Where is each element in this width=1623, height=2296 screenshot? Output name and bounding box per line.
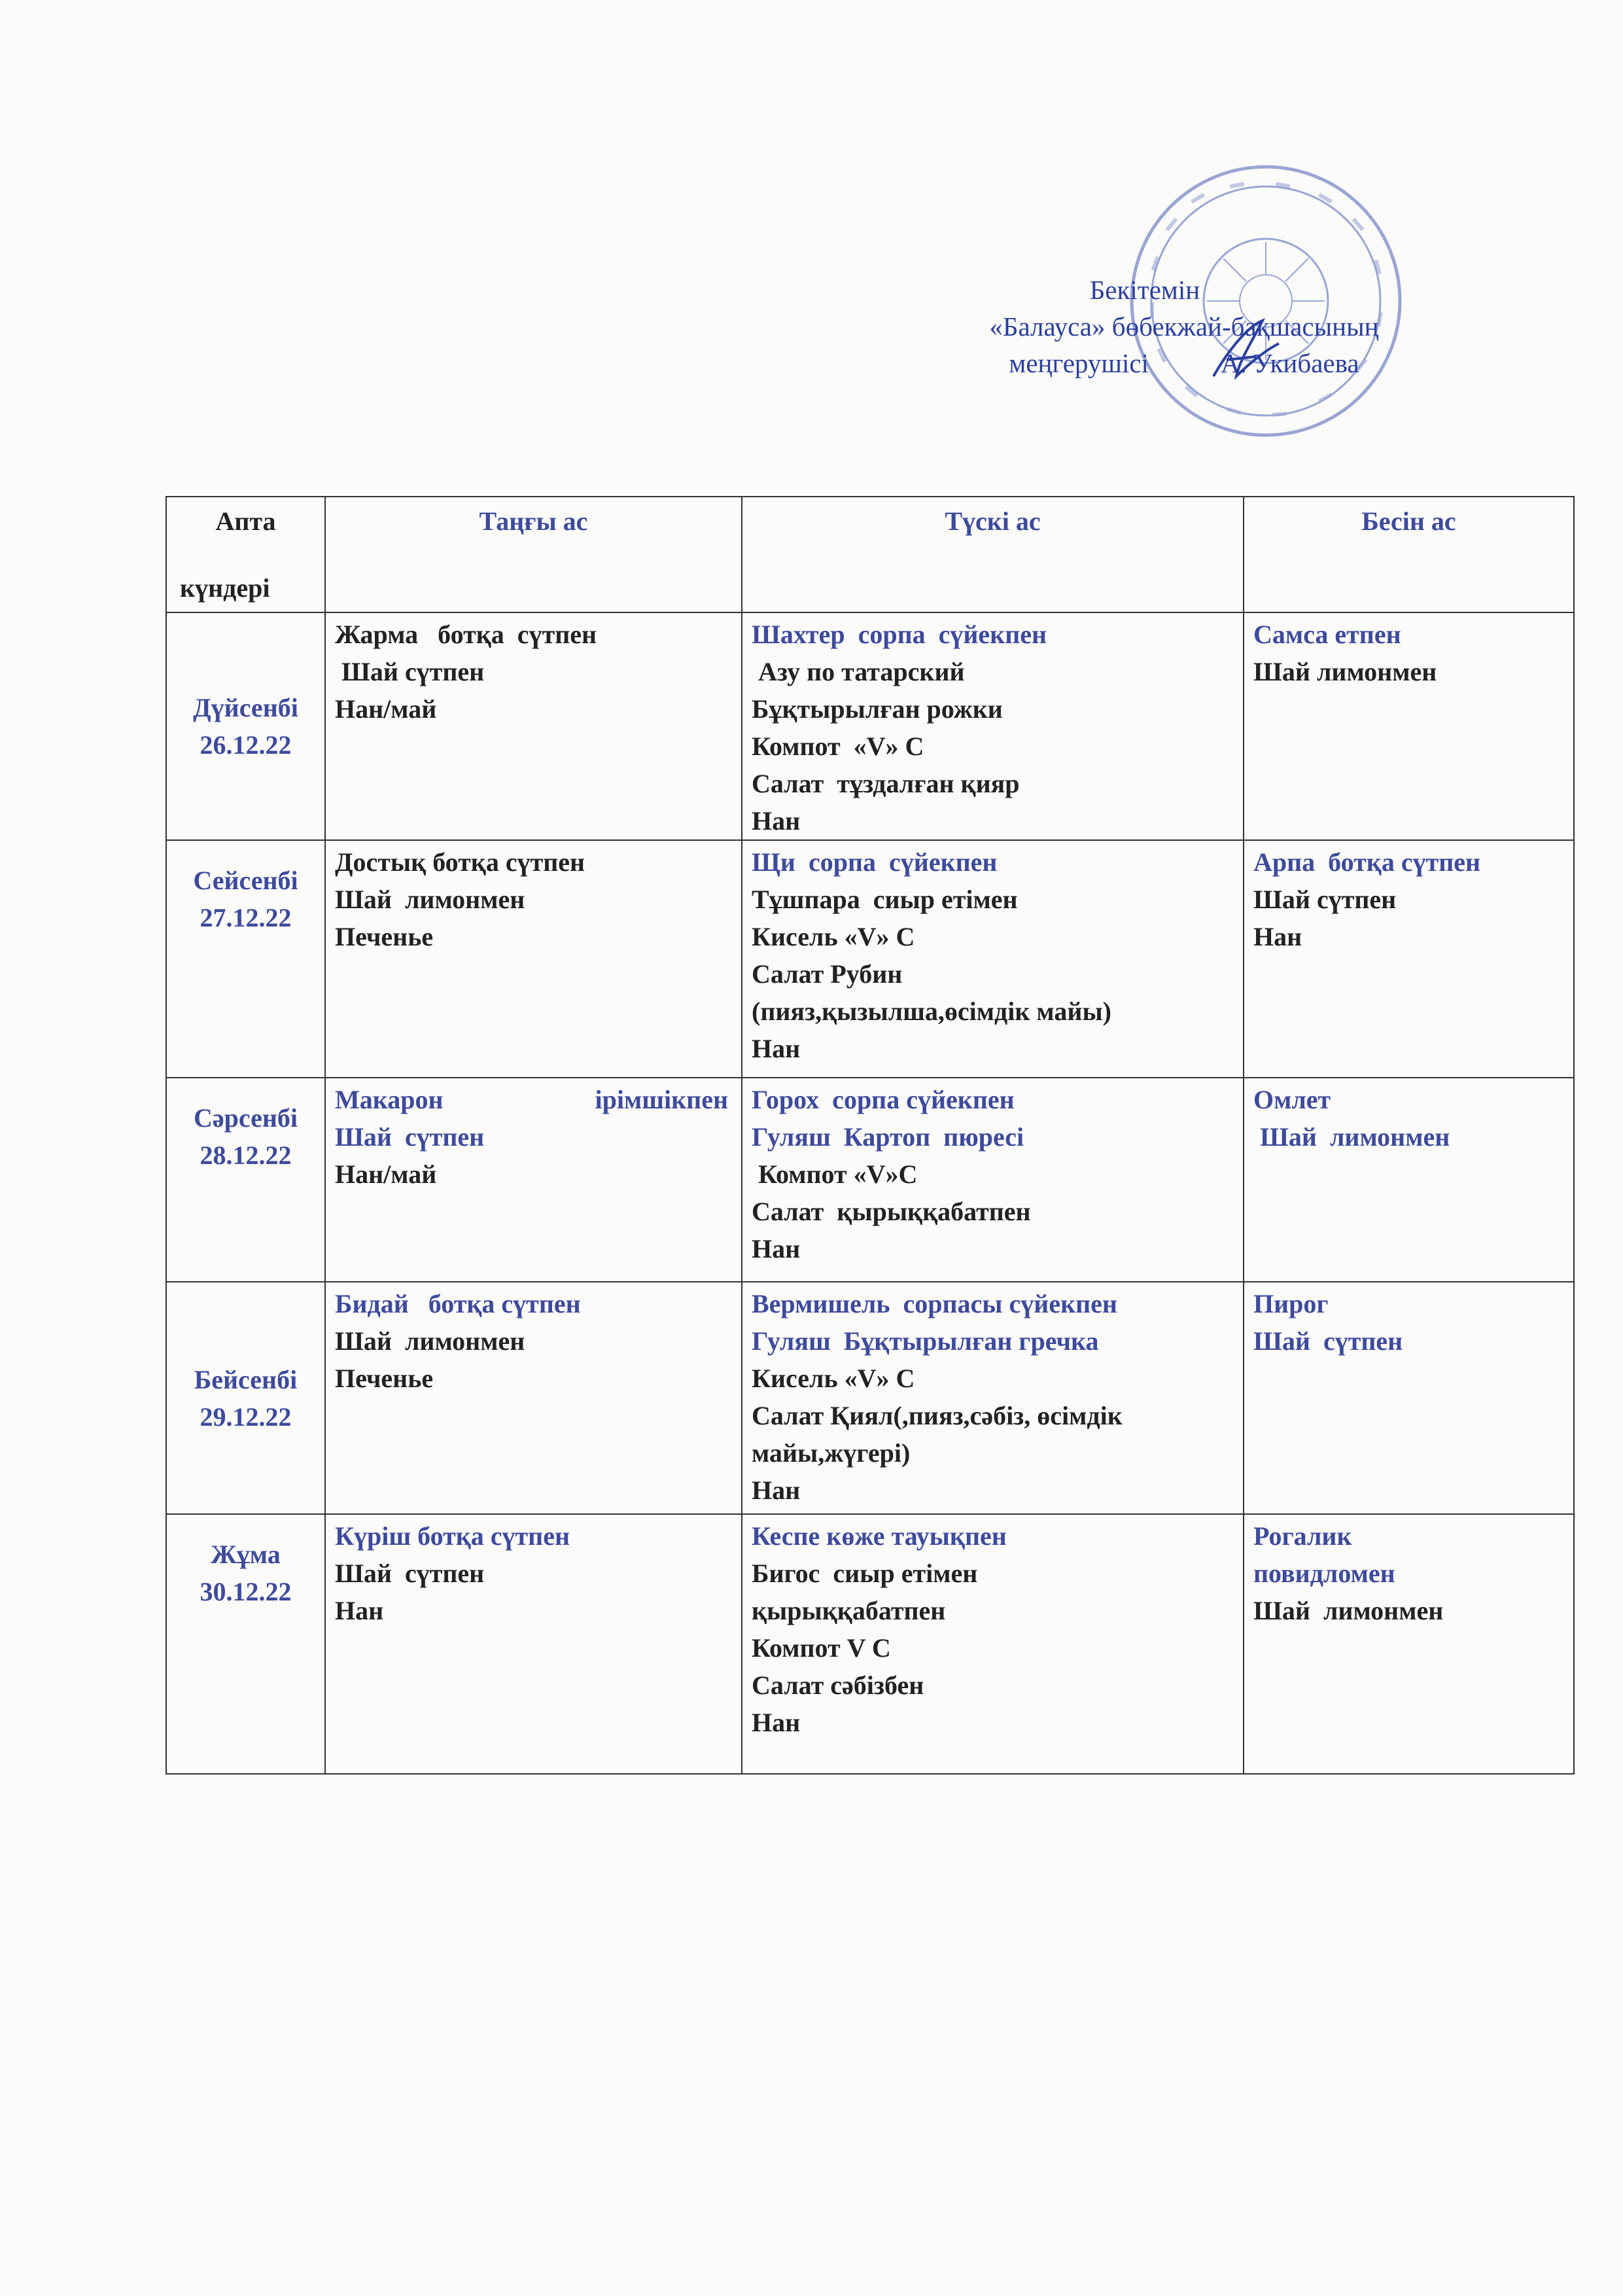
menu-item: Шай лимонмен: [1253, 1122, 1450, 1152]
approval-title: Бекітемін: [1089, 275, 1200, 305]
day-cell: [166, 1078, 325, 1282]
menu-item: Салат тұздалған қияр: [752, 769, 1020, 798]
menu-item: Салат Рубин: [752, 959, 903, 989]
lunch-cell: [742, 612, 1244, 840]
menu-item: Компот «V» С: [752, 732, 924, 761]
menu-item: Вермишель сорпасы сүйекпен: [752, 1289, 1117, 1318]
menu-item: Бидай ботқа сүтпен: [335, 1289, 581, 1318]
menu-item: Гуляш Картоп пюресі: [752, 1122, 1024, 1152]
day-cell: [166, 840, 325, 1078]
day-name: Сәрсенбі: [193, 1103, 298, 1133]
menu-item: [335, 1081, 736, 1118]
menu-item: Горох сорпа сүйекпен: [752, 1085, 1015, 1114]
menu-item: Нан: [335, 1596, 384, 1625]
menu-item: Шай сүтпен: [335, 657, 485, 686]
menu-item: Печенье: [335, 1364, 434, 1393]
menu-item: Бигос сиыр етімен: [752, 1559, 978, 1588]
table-row: [166, 1078, 1574, 1282]
menu-item: Бұқтырылған рожки: [752, 694, 1003, 724]
header-lunch: [742, 497, 1244, 612]
approval-signatory: [890, 345, 1478, 381]
header-day-bottom: күндері: [180, 573, 270, 603]
menu-item: Шай сүтпен: [335, 1559, 485, 1588]
approval-position: меңгерушісі: [1009, 348, 1149, 378]
menu-item: Нан: [1253, 922, 1302, 951]
day-date: 26.12.22: [200, 730, 292, 760]
menu-item: Нан: [752, 1234, 801, 1263]
header-snack: [1244, 497, 1574, 612]
menu-item: Шай лимонмен: [1253, 1596, 1444, 1625]
breakfast-cell: [325, 1514, 742, 1774]
table-row: [166, 612, 1574, 840]
header-breakfast-label: Таңғы ас: [479, 506, 588, 536]
day-name: Сейсенбі: [193, 866, 298, 895]
header-day-top: Апта: [215, 506, 276, 536]
menu-item: Шай сүтпен: [335, 1122, 485, 1152]
menu-item: Салат қырыққабатпен: [752, 1197, 1031, 1226]
menu-item: повидломен: [1253, 1559, 1395, 1588]
menu-item: Достық ботқа сүтпен: [335, 847, 585, 877]
breakfast-cell: [325, 1078, 742, 1282]
breakfast-cell: [325, 1282, 742, 1514]
menu-item: Компот «V»С: [752, 1159, 918, 1189]
menu-item: Шай сүтпен: [1253, 1326, 1403, 1356]
day-cell: [166, 1282, 325, 1514]
menu-item: Шай лимонмен: [335, 885, 525, 914]
menu-item-part: ірімшікпен: [595, 1085, 728, 1114]
menu-item: қырыққабатпен: [752, 1596, 946, 1625]
snack-cell: [1244, 612, 1574, 840]
day-name: Дүйсенбі: [193, 693, 298, 722]
approval-name: А. Укибаева: [1220, 348, 1359, 378]
approval-block: [890, 272, 1478, 381]
menu-item: Кеспе көже тауықпен: [752, 1521, 1007, 1551]
day-date: 27.12.22: [200, 903, 292, 932]
menu-item: Жарма ботқа сүтпен: [335, 620, 597, 649]
lunch-cell: [742, 1514, 1244, 1774]
menu-item: Гуляш Бұқтырылған гречка: [752, 1326, 1099, 1356]
day-date: 30.12.22: [200, 1577, 292, 1606]
menu-item: Нан: [752, 1708, 801, 1737]
lunch-cell: [742, 1282, 1244, 1514]
menu-item: Нан/май: [335, 1159, 437, 1189]
menu-item: Шахтер сорпа сүйекпен: [752, 620, 1047, 649]
menu-item: Нан: [752, 1034, 801, 1063]
table-row: [166, 840, 1574, 1078]
menu-item: Нан: [752, 806, 801, 836]
menu-item: Шай лимонмен: [1253, 657, 1437, 686]
menu-item: Нан: [752, 1475, 801, 1505]
menu-item: (пияз,қызылша,өсімдік майы): [752, 997, 1111, 1026]
menu-item: Салат сәбізбен: [752, 1670, 924, 1700]
snack-cell: [1244, 1282, 1574, 1514]
header-breakfast: [325, 497, 742, 612]
menu-item: Омлет: [1253, 1085, 1331, 1114]
menu-item: Печенье: [335, 922, 434, 951]
menu-item: Нан/май: [335, 694, 437, 724]
header-lunch-label: Түскі ас: [945, 506, 1041, 536]
menu-item: Рогалик: [1253, 1521, 1352, 1551]
menu-item: Пирог: [1253, 1289, 1329, 1318]
header-snack-label: Бесін ас: [1361, 506, 1456, 536]
day-name: Жұма: [211, 1540, 281, 1569]
menu-item: Кисель «V» С: [752, 922, 915, 951]
snack-cell: [1244, 840, 1574, 1078]
day-cell: [166, 612, 325, 840]
approval-organization: «Балауса» бөбекжай-бақшасының: [989, 311, 1379, 342]
breakfast-cell: [325, 840, 742, 1078]
snack-cell: [1244, 1514, 1574, 1774]
menu-item: Кисель «V» С: [752, 1364, 915, 1393]
menu-item: майы,жүгері): [752, 1438, 911, 1468]
menu-item: Щи сорпа сүйекпен: [752, 847, 998, 877]
menu-item-part: Макарон: [335, 1085, 444, 1114]
lunch-cell: [742, 1078, 1244, 1282]
menu-item: Тұшпара сиыр етімен: [752, 885, 1018, 914]
menu-item: Азу по татарский: [752, 657, 965, 686]
header-day: [166, 497, 325, 612]
header-row: [166, 497, 1574, 612]
weekly-menu-table: [166, 496, 1575, 1775]
table-row: [166, 1514, 1574, 1774]
day-date: 28.12.22: [200, 1140, 292, 1170]
lunch-cell: [742, 840, 1244, 1078]
table-row: [166, 1282, 1574, 1514]
menu-item: Арпа ботқа сүтпен: [1253, 847, 1481, 877]
day-date: 29.12.22: [200, 1402, 292, 1432]
menu-item: Шай лимонмен: [335, 1326, 525, 1356]
day-name: Бейсенбі: [194, 1364, 298, 1394]
day-cell: [166, 1514, 325, 1774]
menu-item: Салат Қиял(,пияз,сәбіз, өсімдік: [752, 1401, 1123, 1430]
snack-cell: [1244, 1078, 1574, 1282]
menu-item: Күріш ботқа сүтпен: [335, 1521, 570, 1551]
breakfast-cell: [325, 612, 742, 840]
menu-item: Самса етпен: [1253, 620, 1401, 649]
menu-item: Шай сүтпен: [1253, 885, 1397, 914]
menu-item: Компот V С: [752, 1633, 891, 1663]
